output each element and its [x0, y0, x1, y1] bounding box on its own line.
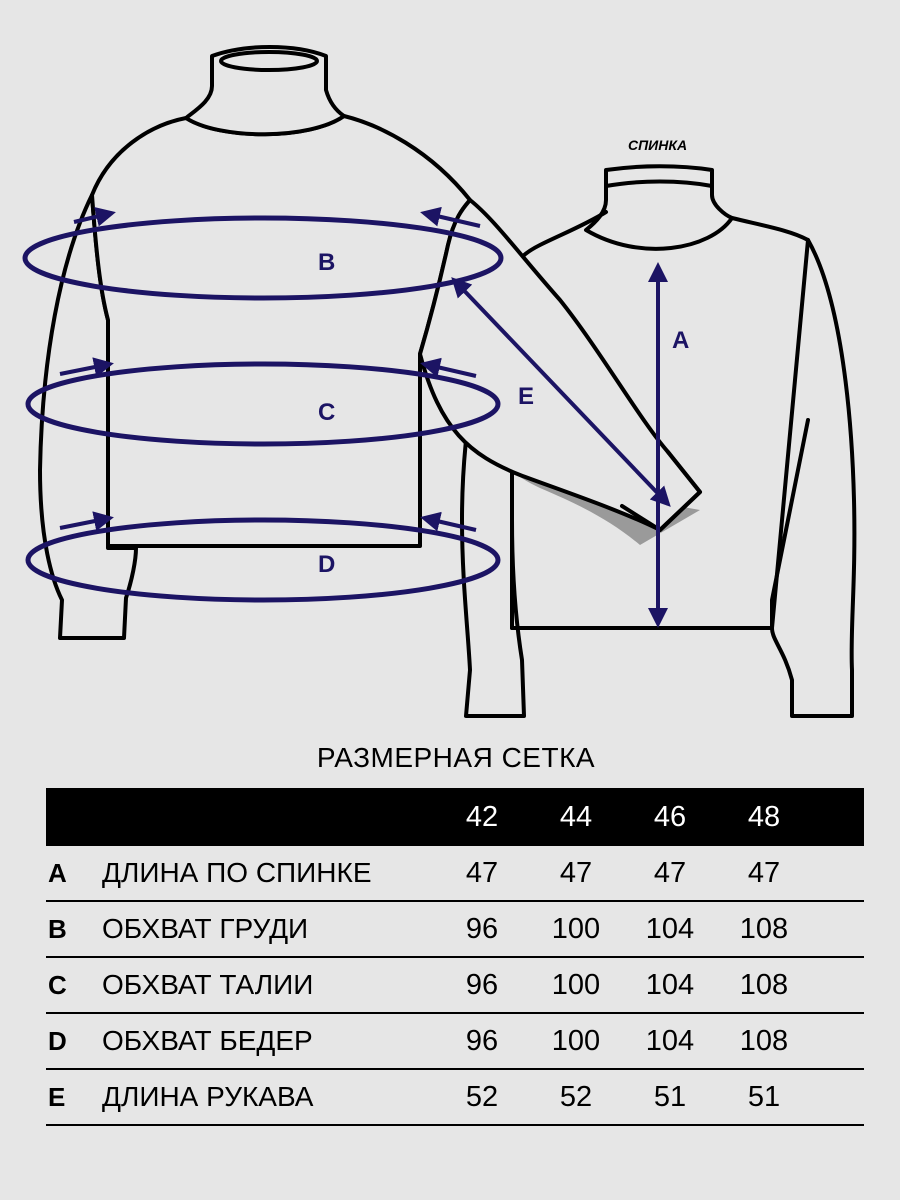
table-cell: 96	[465, 1025, 499, 1057]
table-row	[46, 846, 864, 902]
front-view-garment	[40, 47, 700, 638]
table-cell: 100	[551, 913, 601, 945]
size-header-cell: 42	[465, 801, 499, 833]
dim-label-d: D	[318, 551, 336, 578]
dim-label-e: E	[518, 383, 535, 410]
dim-label-b: B	[318, 249, 336, 276]
table-cell: 52	[559, 1081, 593, 1113]
table-cell: 51	[653, 1081, 687, 1113]
table-cell: 108	[739, 913, 789, 945]
row-letter: C	[48, 970, 67, 1000]
dim-label-a: A	[672, 327, 690, 354]
row-label: ОБХВАТ ГРУДИ	[102, 913, 309, 944]
row-letter: D	[48, 1026, 67, 1056]
table-cell: 96	[465, 913, 499, 945]
back-collar-band	[606, 182, 712, 187]
table-cell: 52	[465, 1081, 499, 1113]
dim-label-c: C	[318, 399, 336, 426]
front-body	[92, 116, 470, 546]
table-cell: 47	[653, 857, 687, 889]
table-row	[46, 958, 864, 1014]
front-collar	[186, 47, 344, 134]
table-cell: 96	[465, 969, 499, 1001]
back-view-title: СПИНКА	[628, 137, 688, 153]
table-cell: 47	[747, 857, 781, 889]
size-table-header	[46, 788, 864, 846]
table-cell: 108	[739, 969, 789, 1001]
table-cell: 100	[551, 969, 601, 1001]
row-letter: B	[48, 914, 67, 944]
table-cell: 104	[645, 913, 695, 945]
row-label: ОБХВАТ БЕДЕР	[102, 1025, 313, 1056]
table-cell: 47	[465, 857, 499, 889]
back-collar	[586, 166, 732, 249]
row-letter: E	[48, 1082, 66, 1112]
size-chart-title: РАЗМЕРНАЯ СЕТКА	[316, 742, 596, 773]
size-header-cell: 46	[653, 801, 687, 833]
table-row	[46, 902, 864, 958]
size-header-cell: 48	[747, 801, 781, 833]
row-label: ДЛИНА ПО СПИНКЕ	[102, 857, 372, 888]
table-cell: 47	[559, 857, 593, 889]
size-table	[46, 788, 864, 1126]
row-letter: A	[48, 858, 67, 888]
row-label: ОБХВАТ ТАЛИИ	[102, 969, 314, 1000]
table-cell: 104	[645, 1025, 695, 1057]
hip-arrow-right	[424, 518, 476, 530]
size-header-cell: 44	[559, 801, 593, 833]
row-label: ДЛИНА РУКАВА	[102, 1081, 314, 1112]
table-row	[46, 1014, 864, 1070]
table-cell: 100	[551, 1025, 601, 1057]
table-row	[46, 1070, 864, 1126]
table-cell: 104	[645, 969, 695, 1001]
table-cell: 51	[747, 1081, 781, 1113]
table-cell: 108	[739, 1025, 789, 1057]
